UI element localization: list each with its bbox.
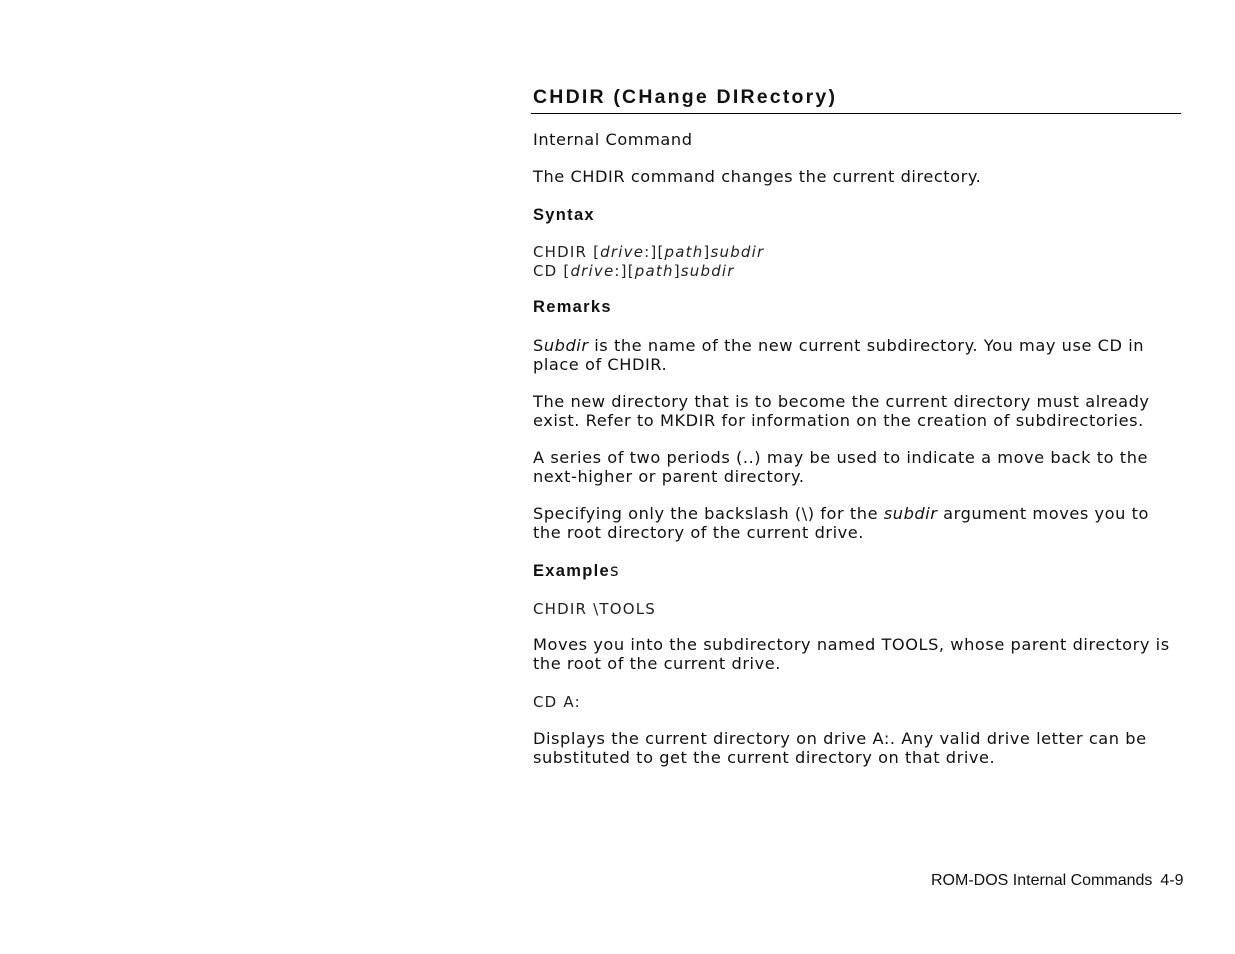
remark-subdir-term: ubdir	[543, 336, 589, 355]
syntax-path-param: path	[634, 262, 674, 280]
remark-text: next-higher or parent directory.	[533, 466, 805, 486]
examples-heading-tail: s	[609, 561, 620, 580]
syntax-close: ]	[673, 262, 681, 280]
syntax-subdir-param: subdir	[710, 243, 765, 261]
remarks-paragraph-2	[533, 393, 1183, 430]
example-2-description	[533, 730, 1183, 767]
syntax-path-param: path	[664, 243, 704, 261]
syntax-drive-param: drive	[570, 262, 615, 280]
example-text: substituted to get the current directory on that drive.	[533, 747, 996, 767]
remark-text: The new directory that is to become the current directory must already	[533, 392, 1150, 411]
example-text: Displays the current directory on drive A:. Any valid drive letter can be	[533, 729, 1147, 748]
syntax-line-chdir	[533, 243, 764, 262]
syntax-sep: :][	[614, 262, 635, 280]
remark-subdir-term: subdir	[883, 504, 938, 523]
example-1-command: CHDIR \TOOLS	[533, 600, 657, 618]
footer-section-title: ROM-DOS Internal Commands	[931, 872, 1153, 889]
remark-text: the root directory of the current drive.	[533, 522, 864, 542]
example-1-description	[533, 636, 1183, 673]
remarks-paragraph-4	[533, 505, 1183, 542]
remark-text: is the name of the new current subdirectory. You may use CD in	[588, 336, 1145, 355]
syntax-cmd: CHDIR [	[533, 243, 601, 261]
title-rule	[531, 113, 1181, 114]
syntax-close: ]	[703, 243, 711, 261]
remark-text: exist. Refer to MKDIR for information on the creation of subdirectories.	[533, 410, 1144, 430]
remarks-paragraph-1	[533, 337, 1183, 374]
syntax-heading: Syntax	[533, 206, 595, 224]
examples-heading-bold: Example	[533, 562, 610, 580]
example-text: the root of the current drive.	[533, 653, 781, 673]
example-2-command: CD A:	[533, 693, 581, 711]
remark-text: A series of two periods (..) may be used to indicate a move back to the	[533, 448, 1149, 467]
command-description: The CHDIR command changes the current directory.	[533, 167, 982, 186]
remarks-heading: Remarks	[533, 298, 612, 316]
remark-text: place of CHDIR.	[533, 354, 668, 374]
examples-heading	[533, 561, 619, 581]
remark-text: Specifying only the backslash (\) for the	[533, 504, 884, 523]
syntax-cmd: CD [	[533, 262, 571, 280]
remarks-paragraph-3	[533, 449, 1183, 486]
syntax-subdir-param: subdir	[680, 262, 735, 280]
remark-text: argument moves you to	[937, 504, 1149, 523]
command-type: Internal Command	[533, 130, 693, 149]
syntax-drive-param: drive	[600, 243, 645, 261]
page-footer	[931, 872, 1184, 890]
syntax-line-cd	[533, 262, 735, 281]
syntax-sep: :][	[644, 243, 665, 261]
remark-lead: S	[533, 336, 544, 355]
page-title: CHDIR (CHange DIRectory)	[533, 86, 838, 108]
footer-page-number: 4-9	[1160, 872, 1184, 889]
example-text: Moves you into the subdirectory named TOOLS, whose parent directory is	[533, 635, 1170, 654]
